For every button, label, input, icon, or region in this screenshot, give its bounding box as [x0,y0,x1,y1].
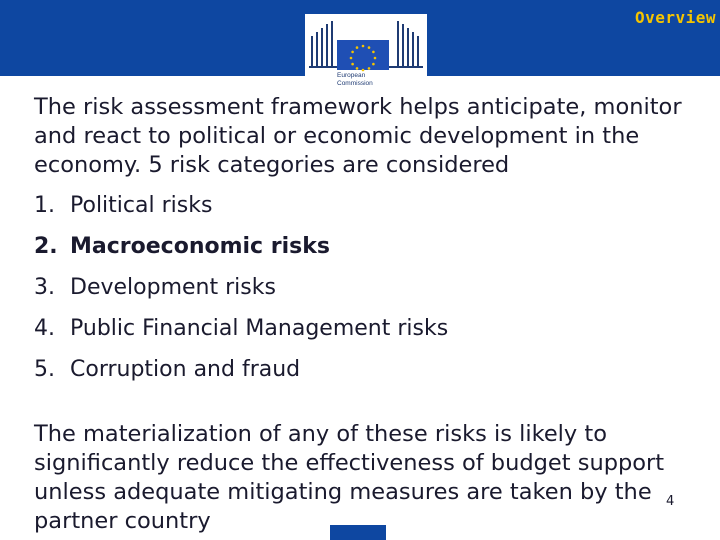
section-title: Overview [634,8,716,27]
risk-item: 4. Public Financial Management risks [34,316,449,341]
logo-text-line1: European [337,72,366,79]
european-commission-logo [305,14,427,96]
intro-paragraph: The risk assessment framework helps anticipate, monitor and react to political or economic development in the economy. 5 risk categories are considered [34,94,682,178]
risk-item-highlighted: 2. Macroeconomic risks [34,234,330,259]
conclusion-paragraph: The materialization of any of these risks is likely to significantly reduce the effectiveness of budget support unless adequate mitigating measures are taken by the partner country [34,421,665,534]
page-number: 4 [666,494,675,509]
footer-tab [330,525,386,540]
risk-item: 5. Corruption and fraud [34,357,301,382]
risk-category-list [34,191,448,396]
logo-text-line2: Commission [337,79,373,87]
risk-item: 1. Political risks [34,193,213,218]
risk-item: 3. Development risks [34,275,276,300]
